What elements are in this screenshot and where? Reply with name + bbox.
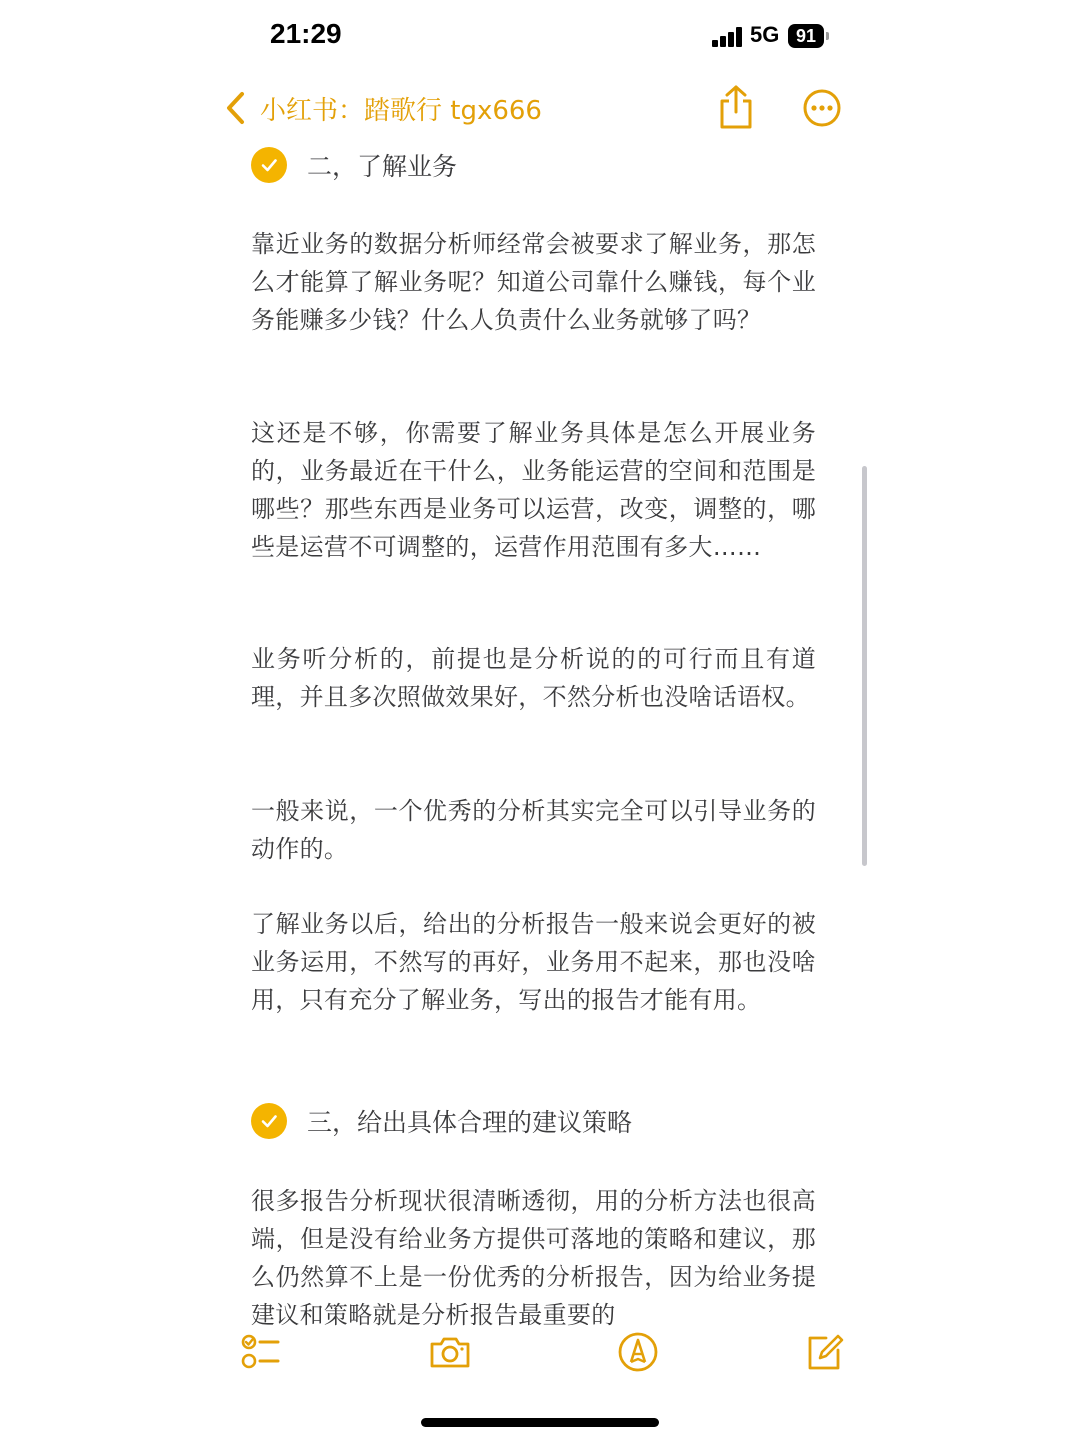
share-icon[interactable] bbox=[716, 84, 756, 130]
cellular-signal-icon bbox=[712, 27, 744, 47]
markup-icon[interactable] bbox=[616, 1330, 660, 1374]
back-button[interactable] bbox=[224, 86, 542, 130]
back-label: 小红书：踏歌行 tgx666 bbox=[260, 95, 542, 126]
paragraph: 靠近业务的数据分析师经常会被要求了解业务，那怎么才能算了解业务呢？知道公司靠什么赚钱，每个业务能赚多少钱？什么人负责什么业务就够了吗？ bbox=[251, 230, 816, 334]
battery-icon: 91 bbox=[788, 24, 824, 48]
section-heading bbox=[251, 140, 826, 190]
checkmark-icon[interactable] bbox=[251, 147, 287, 183]
status-bar bbox=[0, 0, 1080, 76]
battery-cap bbox=[826, 32, 829, 40]
note-content[interactable] bbox=[0, 140, 1080, 1329]
paragraph: 这还是不够，你需要了解业务具体是怎么开展业务的，业务最近在干什么，业务能运营的空间和范围是哪些？那些东西是业务可以运营，改变，调整的，哪些是运营不可调整的，运营作用范围有多大…… bbox=[251, 419, 816, 561]
chevron-left-icon bbox=[224, 91, 246, 125]
section-heading bbox=[251, 1096, 826, 1146]
checklist-icon[interactable] bbox=[238, 1330, 282, 1374]
status-time: 21:29 bbox=[270, 18, 342, 49]
bottom-toolbar bbox=[0, 1312, 1080, 1402]
camera-icon[interactable] bbox=[428, 1330, 472, 1374]
section-heading-text: 三，给出具体合理的建议策略 bbox=[307, 1108, 633, 1137]
section-heading-text: 二，了解业务 bbox=[307, 152, 458, 181]
checkmark-icon[interactable] bbox=[251, 1103, 287, 1139]
nav-bar bbox=[0, 76, 1080, 140]
scrollbar[interactable] bbox=[862, 466, 867, 866]
paragraph: 很多报告分析现状很清晰透彻，用的分析方法也很高端，但是没有给业务方提供可落地的策略和建议，那么仍然算不上是一份优秀的分析报告，因为给业务提建议和策略就是分析报告最重要的 bbox=[251, 1187, 816, 1329]
network-type: 5G bbox=[750, 22, 780, 47]
more-options-icon[interactable] bbox=[802, 88, 842, 128]
paragraph: 一般来说，一个优秀的分析其实完全可以引导业务的动作的。 bbox=[251, 797, 816, 863]
compose-icon[interactable] bbox=[802, 1330, 846, 1374]
paragraph: 了解业务以后，给出的分析报告一般来说会更好的被业务运用，不然写的再好，业务用不起来，那也没啥用，只有充分了解业务，写出的报告才能有用。 bbox=[251, 910, 816, 1014]
home-indicator[interactable] bbox=[421, 1418, 659, 1427]
paragraph: 业务听分析的，前提也是分析说的的可行而且有道理，并且多次照做效果好，不然分析也没啥话语权。 bbox=[251, 645, 816, 711]
